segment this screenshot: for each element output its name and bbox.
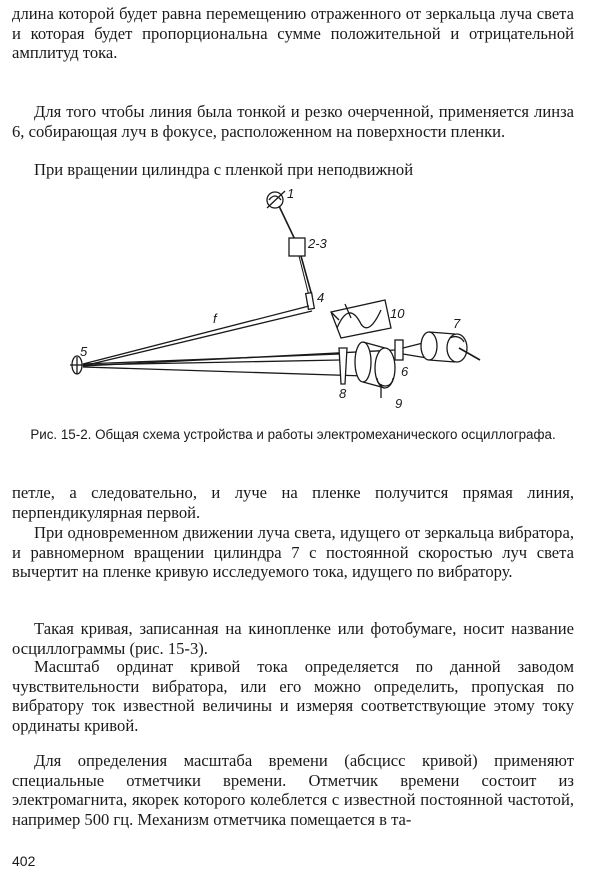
label-1: 1 bbox=[287, 186, 295, 201]
reflected-ray-4 bbox=[83, 367, 365, 376]
label-7: 7 bbox=[453, 316, 461, 331]
label-f: f bbox=[213, 311, 217, 326]
oscillograph-diagram bbox=[55, 178, 525, 418]
label-2-3: 2-3 bbox=[308, 236, 327, 251]
label-5: 5 bbox=[80, 344, 88, 359]
label-10: 10 bbox=[390, 306, 405, 321]
label-8: 8 bbox=[339, 386, 347, 401]
label-4: 4 bbox=[317, 290, 325, 305]
paragraph-4: При одновременном движении луча света, идущего от зеркальца вибратора, и равномерном вращении цилиндра 7 с постоянной скоростью луч света вычертит на пленке кривую исследуемого тока, идущего по вибратору. bbox=[12, 523, 574, 582]
paragraph-7: Для определения масштаба времени (абсцисс кривой) применяют специальные отметчики времени. Отметчик времени состоит из электромагнита, якорек которого колеблется с известной постоянной частотой, например 500 гц. Механизм отметчика помещается в та- bbox=[12, 751, 574, 829]
condenser-lens-2-3 bbox=[289, 238, 305, 256]
label-6: 6 bbox=[401, 364, 409, 379]
mirror-drum-10 bbox=[331, 300, 391, 338]
paragraph-continuation: петле, а следовательно, и луче на пленке получится прямая линия, перпендикулярная первой. bbox=[12, 483, 574, 522]
paragraph-top-3: При вращении цилиндра с пленкой при неподвижной bbox=[34, 160, 414, 179]
lens-6 bbox=[395, 340, 403, 360]
paragraph-5: Такая кривая, записанная на кинопленке или фотобумаге, носит название осциллограммы (рис. 15-3). bbox=[12, 619, 574, 658]
ray-f-lower bbox=[83, 311, 312, 366]
paragraph-6: Масштаб ординат кривой тока определяется по данной заводом чувствительности вибратора, или его можно определить, пропуская по вибратору ток известной величины и измеряя соответствующие этому току ординаты кривой. bbox=[12, 657, 574, 735]
paragraph-top-2: Для того чтобы линия была тонкой и резко очерченной, применяется линза 6, собирающая луч в фокусе, расположенном на поверхности пленки. bbox=[12, 102, 574, 141]
figure-caption: Рис. 15-2. Общая схема устройства и работы электромеханического осциллографа. bbox=[30, 427, 556, 442]
label-9: 9 bbox=[395, 396, 403, 411]
ray-f-upper bbox=[83, 306, 309, 364]
lens-8 bbox=[339, 348, 347, 384]
film-cylinder-7 bbox=[447, 334, 467, 362]
paragraph-top-1: длина которой будет равна перемещению отраженного от зеркальца луча света и которая будет пропорциональна сумме положительной и отрицательной амплитуд тока. bbox=[12, 4, 574, 63]
page-number: 402 bbox=[12, 853, 36, 869]
